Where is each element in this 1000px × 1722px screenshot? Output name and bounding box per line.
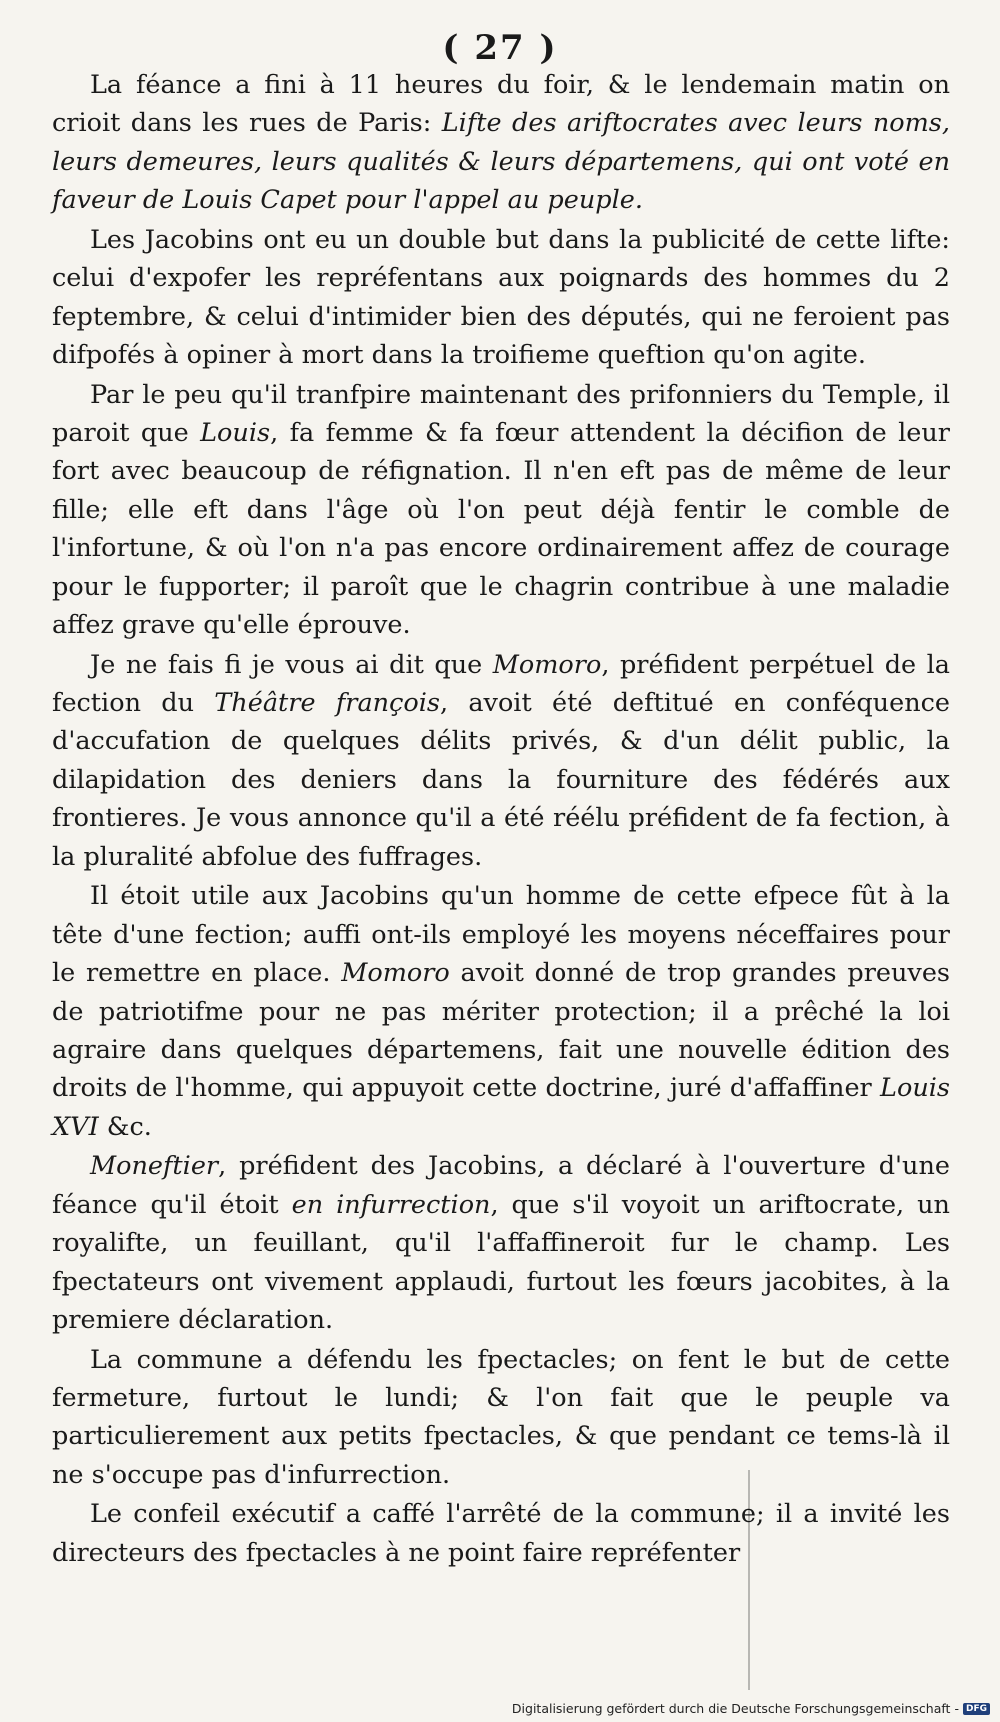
text-run: , préfident perpétuel de la fection du <box>52 649 951 719</box>
text-run: Il étoit utile aux Jacobins qu'un homme de cette efpece fût à la tête d'une fection; auffi ont-ils employé les moyens néceffaires pour le remettre en place. <box>52 881 950 989</box>
text-run: La féance a fini à 11 heures du foir, & le lendemain matin on crioit dans les rues de Paris: <box>52 70 950 139</box>
italic-text: Momoro <box>341 958 450 989</box>
dfg-logo-icon: DFG <box>963 1703 990 1715</box>
text-run: avoit donné de trop grandes preuves de patriotifme pour ne pas mériter protection; il a prêché la loi agraire dans quelques départemens, fait une nouvelle édition des droits de l'homme, qui appuyoit cette doctrine, juré d'affaffiner <box>52 958 951 1104</box>
page-number: ( 27 ) <box>442 28 558 68</box>
text-run: Les Jacobins ont eu un double but dans la publicité de cette lifte: celui d'expofer les repréfentans aux poignards des hommes du 2 feptembre, & celui d'intimider bien des députés, qui ne feroient pas difpofés à opiner à mort dans la troifieme queftion qu'on agite. <box>52 224 950 371</box>
footer: Digitalisierung gefördert durch die Deutsche Forschungsgemeinschaft - DFG <box>512 1701 990 1716</box>
page-crease <box>748 1470 750 1690</box>
text-run: , avoit été deftitué en conféquence d'accufation de quelques délits privés, & d'un délit public, la dilapidation des deniers dans la fourniture des fédérés aux frontieres. Je vous annonce qu'il a été réélu préfident de fa fection, à la pluralité abfolue des fuffrages. <box>52 688 950 872</box>
text-run: Par le peu qu'il tranfpire maintenant des prifonniers du Temple, il paroit que <box>52 379 950 449</box>
paragraph <box>52 877 950 1146</box>
text-run: , fa femme & fa fœur attendent la décifion de leur fort avec beaucoup de réfignation. Il n'en eft pas de même de leur fille; elle eft dans l'âge où l'on peut déjà fentir le comble de l'infortune, & où l'on n'a pas encore ordinairement affez de courage pour le fupporter; il paroît que le chagrin contribue à une maladie affez grave qu'elle éprouve. <box>52 418 950 641</box>
paragraph <box>52 1147 950 1339</box>
paragraph <box>52 1341 950 1495</box>
italic-text: Théâtre françois <box>214 688 440 719</box>
paragraph <box>52 376 950 645</box>
text-run: La commune a défendu les fpectacles; on fent le but de cette fermeture, furtout le lundi; & l'on fait que le peuple va particulierement aux petits fpectacles, & que pendant ce tems-là il ne s'occupe pas d'infurrection. <box>52 1344 950 1490</box>
italic-text: Moneftier <box>90 1151 219 1182</box>
footer-credit: Digitalisierung gefördert durch die Deutsche Forschungsgemeinschaft <box>511 1701 951 1716</box>
text-run: Je ne fais fi je vous ai dit que <box>90 649 493 680</box>
italic-text: Louis XVI <box>52 1073 950 1142</box>
italic-text: Lifte des ariftocrates avec leurs noms, leurs demeures, leurs qualités & leurs départemens, qui ont voté en faveur de Louis Capet pour l'appel au peuple. <box>52 108 951 216</box>
text-run: , préfident des Jacobins, a déclaré à l'ouverture d'une féance qu'il étoit <box>52 1151 950 1220</box>
text-run: Le confeil exécutif a caffé l'arrêté de la commune; il a invité les directeurs des fpectacles à ne point faire repréfenter <box>52 1499 950 1568</box>
paragraph <box>52 66 950 220</box>
italic-text: Louis <box>200 418 271 449</box>
italic-text: en infurrection <box>291 1189 491 1220</box>
italic-text: Momoro <box>492 649 602 680</box>
paragraph <box>52 646 950 876</box>
paragraph <box>52 221 950 375</box>
text-run: , que s'il voyoit un ariftocrate, un royalifte, un feuillant, qu'il l'affaffineroit fur le champ. Les fpectateurs ont vivement applaudi, furtout les fœurs jacobites, à la premiere déclaration. <box>52 1189 950 1335</box>
paragraph <box>52 1495 950 1572</box>
text-run: &c. <box>98 1111 152 1142</box>
body-text <box>52 66 950 1573</box>
